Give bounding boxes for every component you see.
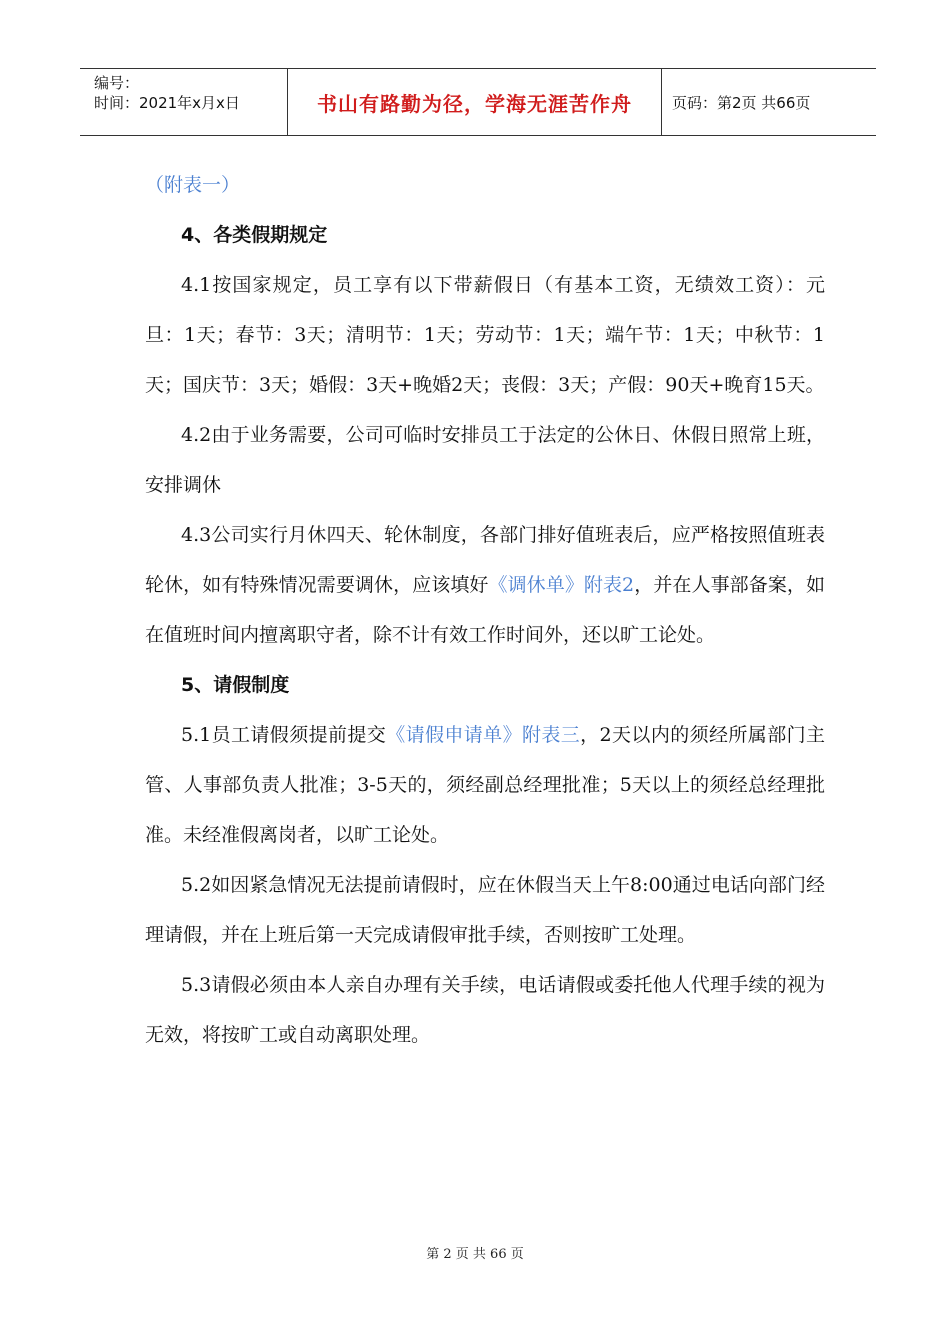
paragraph-4-3-text-b: ，并在人事部备案，如在值班时间内擅离职守者，除不计有效工作时间外，还以旷工论处。 <box>145 574 825 646</box>
section-4-title: 4、各类假期规定 <box>181 224 328 246</box>
paragraph-4-3 <box>145 510 825 660</box>
leave-request-form-link[interactable]: 《请假申请单》附表三 <box>386 724 581 746</box>
paragraph-5-3: 5.3请假必须由本人亲自办理有关手续，电话请假或委托他人代理手续的视为无效，将按旷工或自动离职处理。 <box>145 974 825 1046</box>
paragraph-5-1-text-a: 5.1员工请假须提前提交 <box>181 724 387 746</box>
header-table <box>80 68 876 136</box>
paragraph-4-3-text-a: 4.3公司实行月休四天、轮休制度，各部门排好值班表后，应严格按照值班表轮休，如有特殊情况需要调休，应该填好 <box>145 524 825 596</box>
header-motto: 书山有路勤为径，学海无涯苦作舟 <box>288 69 662 135</box>
header-page-info: 页码：第2页 共66页 <box>672 93 811 112</box>
paragraph-5-1-text-b: ，2天以内的须经所属部门主管、人事部负责人批准；3-5天的，须经副总经理批准；5天以上的须经总经理批准。未经准假离岗者，以旷工论处。 <box>145 724 825 846</box>
paragraph-4-1: 4.1按国家规定，员工享有以下带薪假日（有基本工资，无绩效工资）：元旦：1天；春节：3天；清明节：1天；劳动节：1天；端午节：1天；中秋节：1天；国庆节：3天；婚假：3天+晚婚2天；丧假：3天；产假：90天+晚育15天。 <box>145 274 825 396</box>
section-5-title: 5、请假制度 <box>181 674 290 696</box>
code-label: 编号： <box>94 74 140 92</box>
page-footer: 第 2 页 共 66 页 <box>426 1247 524 1262</box>
paragraph-4-2: 4.2由于业务需要，公司可临时安排员工于法定的公休日、休假日照常上班，安排调休 <box>145 424 825 496</box>
paragraph-5-2: 5.2如因紧急情况无法提前请假时，应在休假当天上午8:00通过电话向部门经理请假，并在上班后第一天完成请假审批手续，否则按旷工处理。 <box>145 874 825 946</box>
adjust-rest-form-link[interactable]: 《调休单》附表2 <box>488 574 635 596</box>
time-label: 时间：2021年x月x日 <box>94 94 240 112</box>
paragraph-5-1 <box>145 710 825 860</box>
header-meta-cell <box>80 69 288 135</box>
attachment-label: （附表一） <box>145 174 241 196</box>
document-body <box>145 160 825 1060</box>
